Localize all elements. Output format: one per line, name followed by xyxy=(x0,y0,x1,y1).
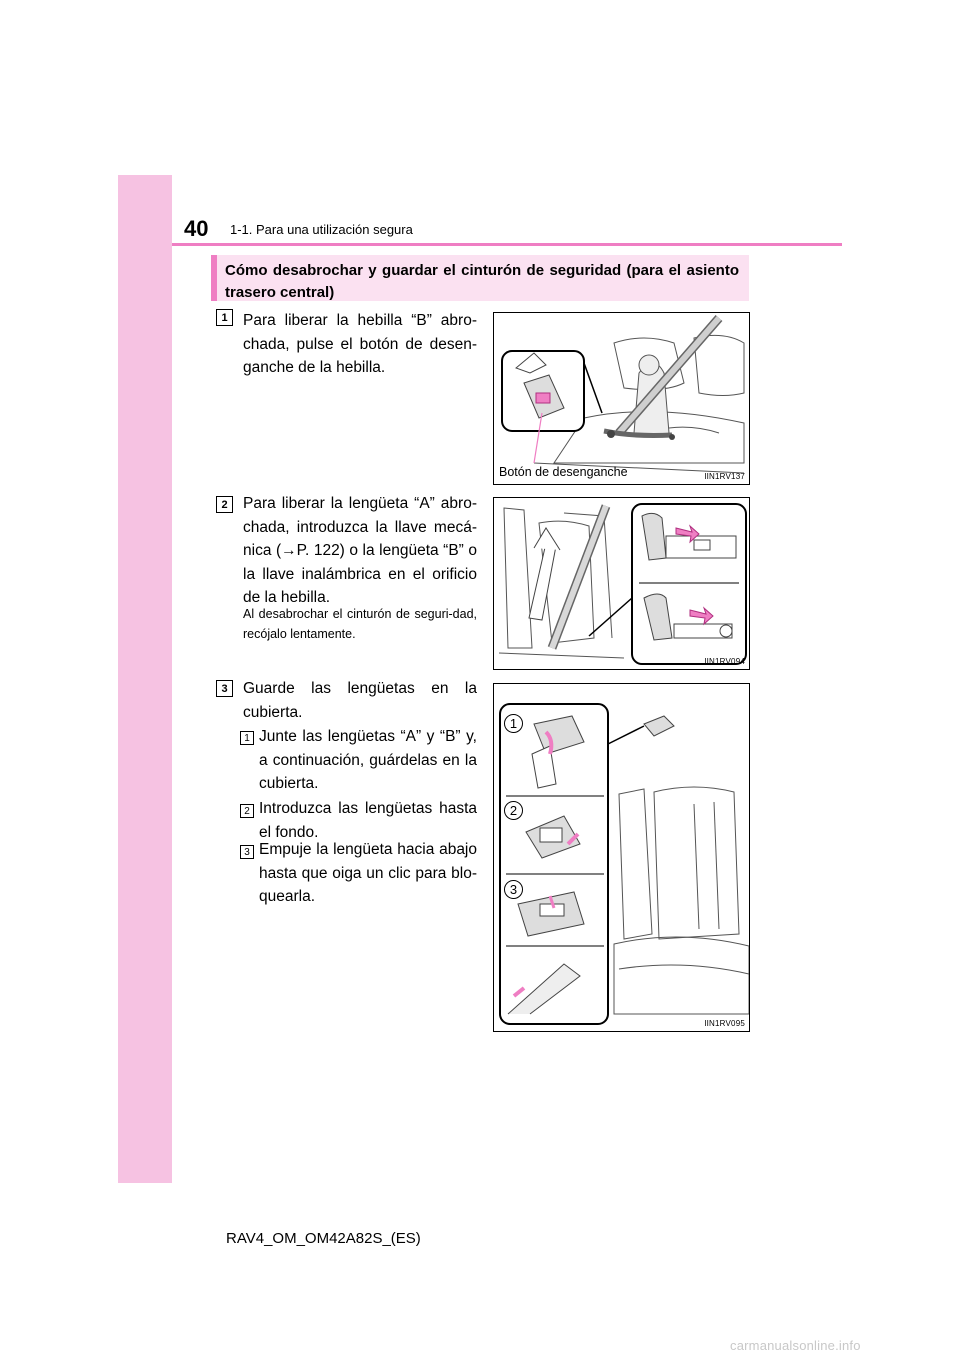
substep-1-badge: 1 xyxy=(240,731,254,745)
storage-inset xyxy=(500,704,644,1024)
figure-caption-release-button: Botón de desenganche xyxy=(499,465,628,479)
page-number: 40 xyxy=(184,216,209,241)
step-3-text: Guarde las lengüetas en la cubierta. xyxy=(243,680,477,721)
running-header: 1-1. Para una utilización segura xyxy=(230,222,413,237)
section-title: Cómo desabrochar y guardar el cinturón de seguridad (para el asiento trasero central) xyxy=(225,262,739,301)
figure-code: IIN1RV094 xyxy=(704,657,745,666)
step-1-badge: 1 xyxy=(216,309,233,326)
figure-label-2: 2 xyxy=(504,801,523,820)
step-2-note: Al desabrochar el cinturón de seguri-dad, recójalo lentamente. xyxy=(243,607,477,641)
figure-tongue-storage xyxy=(493,683,750,1032)
section-heading-box xyxy=(211,255,749,301)
substep-1-text: Junte las lengüetas “A” y “B” y, a continuación, guárdelas en la cubierta. xyxy=(259,728,477,792)
buckle-inset xyxy=(502,351,602,463)
buckle-release-illustration xyxy=(494,313,750,485)
footer-document-code: RAV4_OM_OM42A82S_(ES) xyxy=(226,1230,421,1247)
tongue-storage-illustration xyxy=(494,684,750,1032)
figure-label-3: 3 xyxy=(504,880,523,899)
figure-code: IIN1RV137 xyxy=(704,472,745,481)
substep-2-badge: 2 xyxy=(240,804,254,818)
substep-3-text: Empuje la lengüeta hacia abajo hasta que oiga un clic para blo-quearla. xyxy=(259,841,477,905)
figure-label-1: 1 xyxy=(504,714,523,733)
figure-code: IIN1RV095 xyxy=(704,1019,745,1028)
tongue-release-illustration xyxy=(494,498,750,670)
step-1-text: Para liberar la hebilla “B” abro-chada, pulse el botón de desen-ganche de la hebilla. xyxy=(243,312,477,376)
figure-buckle-release xyxy=(493,312,750,485)
substep-3-badge: 3 xyxy=(240,845,254,859)
header-rule xyxy=(172,243,842,246)
figure-tongue-release xyxy=(493,497,750,670)
step-2-badge: 2 xyxy=(216,496,233,513)
step-3-badge: 3 xyxy=(216,680,233,697)
substep-2-text: Introduzca las lengüetas hasta el fondo. xyxy=(259,800,477,841)
tongue-inset xyxy=(589,504,746,664)
step-2-text: Para liberar la lengüeta “A” abro-chada, introduzca la llave mecá-nica (→P. 122) o la lengüeta “B” o la llave inalámbrica en el orificio de la hebilla. xyxy=(243,495,477,606)
side-band xyxy=(118,175,172,1183)
watermark: carmanualsonline.info xyxy=(730,1338,861,1353)
